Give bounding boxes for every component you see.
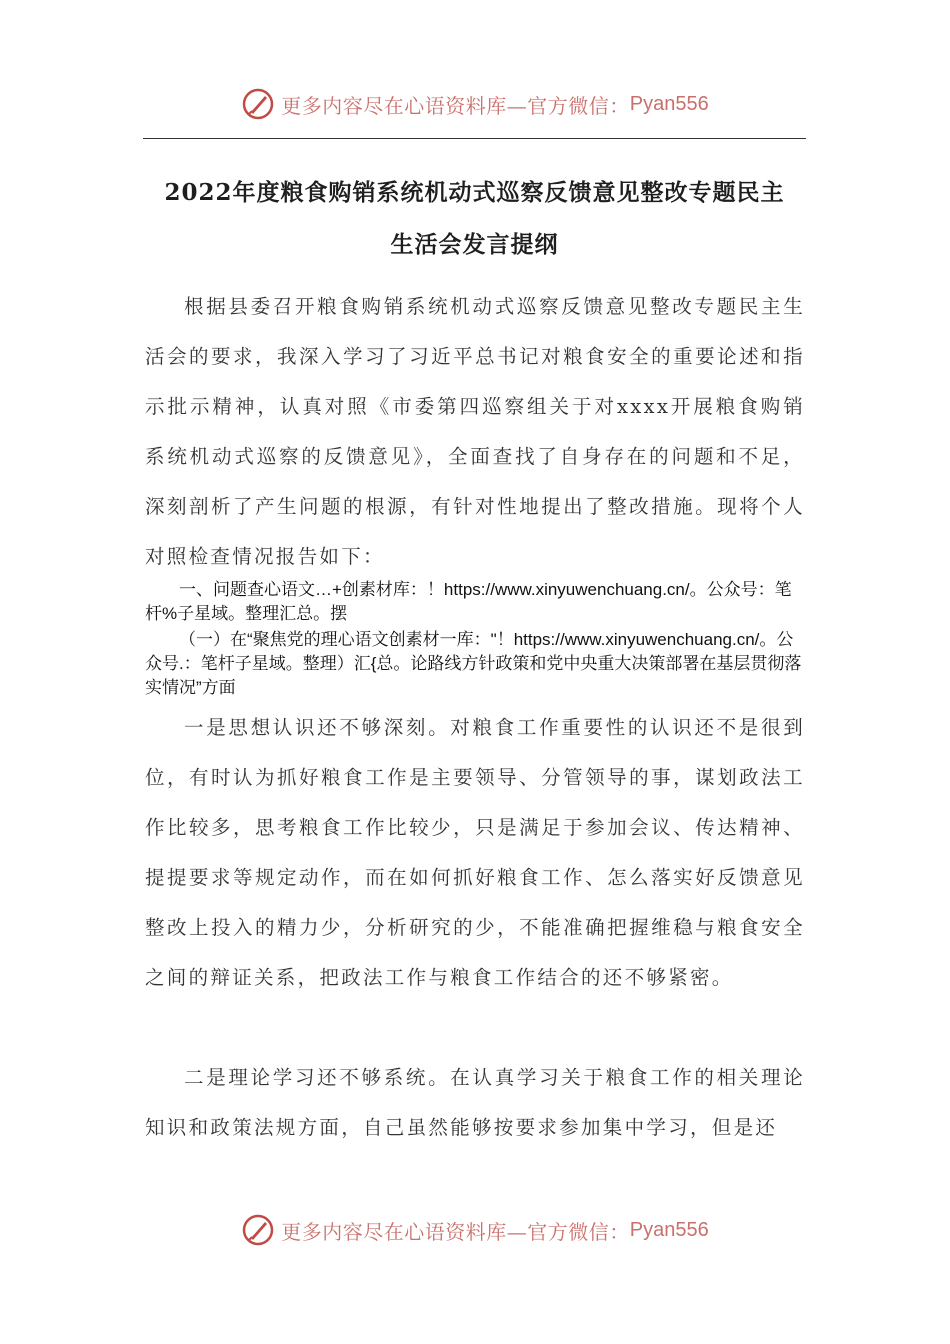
header-banner: [0, 84, 950, 124]
header-divider: [143, 138, 806, 139]
intro-paragraph: 根据县委召开粮食购销系统机动式巡察反馈意见整改专题民主生活会的要求，我深入学习了习近平总书记对粮食安全的重要论述和指示批示精神，认真对照《市委第四巡察组关于对xxxx开展粮食购销系统机动式巡察的反馈意见》，全面查找了自身存在的问题和不足，深刻剖析了产生问题的根源，有针对性地提出了整改措施。现将个人对照检查情况报告如下：: [145, 295, 805, 568]
point-paragraph-2: 二是理论学习还不够系统。在认真学习关于粮食工作的相关理论知识和政策法规方面，自己虽然能够按要求参加集中学习，但是还: [145, 1066, 805, 1139]
banner-wechat-handle: Pyan556: [629, 92, 709, 115]
banner-wechat-handle: Pyan556: [629, 1218, 709, 1241]
footer-banner: [0, 1210, 950, 1250]
document-title: [143, 167, 806, 271]
title-line-2: 生活会发言提纲: [390, 231, 559, 258]
quill-pen-logo-icon: [241, 1213, 275, 1247]
section-heading-2: （一）在“聚焦党的理心语文创素材一库："！https://www.xinyuwenchuang.cn/。公众号.：笔杆子星域。整理）汇{总。论路线方针政策和党中央重大决策部署在基层贯彻落实情况”方面: [145, 630, 802, 697]
point-paragraph-1: 一是思想认识还不够深刻。对粮食工作重要性的认识还不是很到位，有时认为抓好粮食工作是主要领导、分管领导的事，谋划政法工作比较多，思考粮食工作比较少，只是满足于参加会议、传达精神、提提要求等规定动作，而在如何抓好粮食工作、怎么落实好反馈意见整改上投入的精力少，分析研究的少，不能准确把握维稳与粮食安全之间的辩证关系，把政法工作与粮食工作结合的还不够紧密。: [145, 716, 805, 989]
banner-text: 更多内容尽在心语资料库—官方微信：: [281, 1219, 630, 1244]
quill-pen-logo-icon: [241, 87, 275, 121]
banner-text: 更多内容尽在心语资料库—官方微信：: [281, 93, 630, 118]
section-heading-1: 一、问题查心语文…+创素材库：！https://www.xinyuwenchuang.cn/。公众号：笔杆%子星域。整理汇总。摆: [145, 580, 792, 623]
title-line-1: 2022年度粮食购销系统机动式巡察反馈意见整改专题民主: [164, 179, 785, 206]
